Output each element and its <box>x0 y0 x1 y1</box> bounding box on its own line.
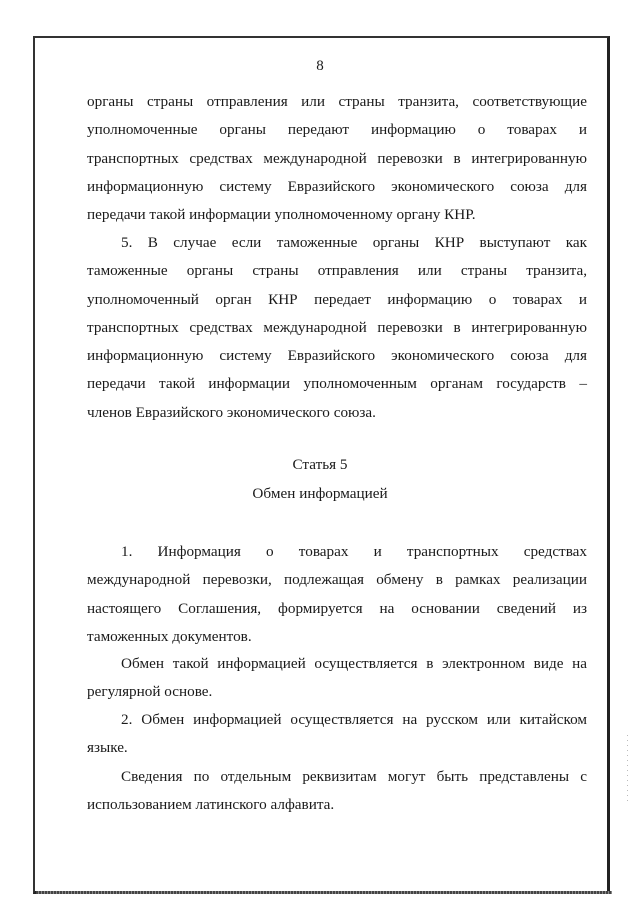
paragraph-item-1 <box>87 538 587 651</box>
article-number: Статья 5 <box>292 456 348 473</box>
text-line: 1. Информация о товарах и транспортных средствах <box>121 543 587 560</box>
text-line: языке. <box>87 739 128 757</box>
paragraph-item-5 <box>87 229 587 427</box>
scan-artifact <box>627 735 628 805</box>
text-line: настоящего Соглашения, формируется на основании сведений из <box>87 599 587 617</box>
text-line: 2. Обмен информацией осуществляется на русском или китайском <box>121 711 587 728</box>
text-line: международной перевозки, подлежащая обмену в рамках реализации <box>87 571 587 589</box>
text-line: регулярной основе. <box>87 683 213 701</box>
text-line: таможенные органы страны отправления или страны транзита, <box>87 262 587 280</box>
text-line: таможенных документов. <box>87 627 252 645</box>
text-line: использованием латинского алфавита. <box>87 796 335 814</box>
text-line: членов Евразийского экономического союза. <box>87 403 376 421</box>
text-line: информационную систему Евразийского экономического союза для <box>87 177 587 195</box>
text-line: передачи такой информации уполномоченному органу КНР. <box>87 206 476 224</box>
text-line: передачи такой информации уполномоченным органам государств – <box>87 375 587 393</box>
article-title: Обмен информацией <box>252 485 388 502</box>
page-border-shadow <box>36 891 612 894</box>
text-line: информационную систему Евразийского экономического союза для <box>87 347 587 365</box>
paragraph-continuation <box>87 88 587 229</box>
text-line: Обмен такой информацией осуществляется в электронном виде на <box>121 655 587 672</box>
text-line: уполномоченные органы передают информацию о товарах и <box>87 121 587 139</box>
text-line: транспортных средствах международной перевозки в интегрированную <box>87 318 587 336</box>
paragraph-item-2 <box>87 706 587 763</box>
text-line: уполномоченный орган КНР передает информацию о товарах и <box>87 290 587 308</box>
text-line: транспортных средствах международной перевозки в интегрированную <box>87 149 587 167</box>
text-line: Сведения по отдельным реквизитам могут быть представлены с <box>121 768 587 785</box>
paragraph-electronic-exchange <box>87 650 587 707</box>
text-line: 5. В случае если таможенные органы КНР выступают как <box>121 234 587 251</box>
text-line: органы страны отправления или страны транзита, соответствующие <box>87 93 587 110</box>
page-number: 8 <box>316 58 324 74</box>
paragraph-latin-alphabet <box>87 763 587 820</box>
